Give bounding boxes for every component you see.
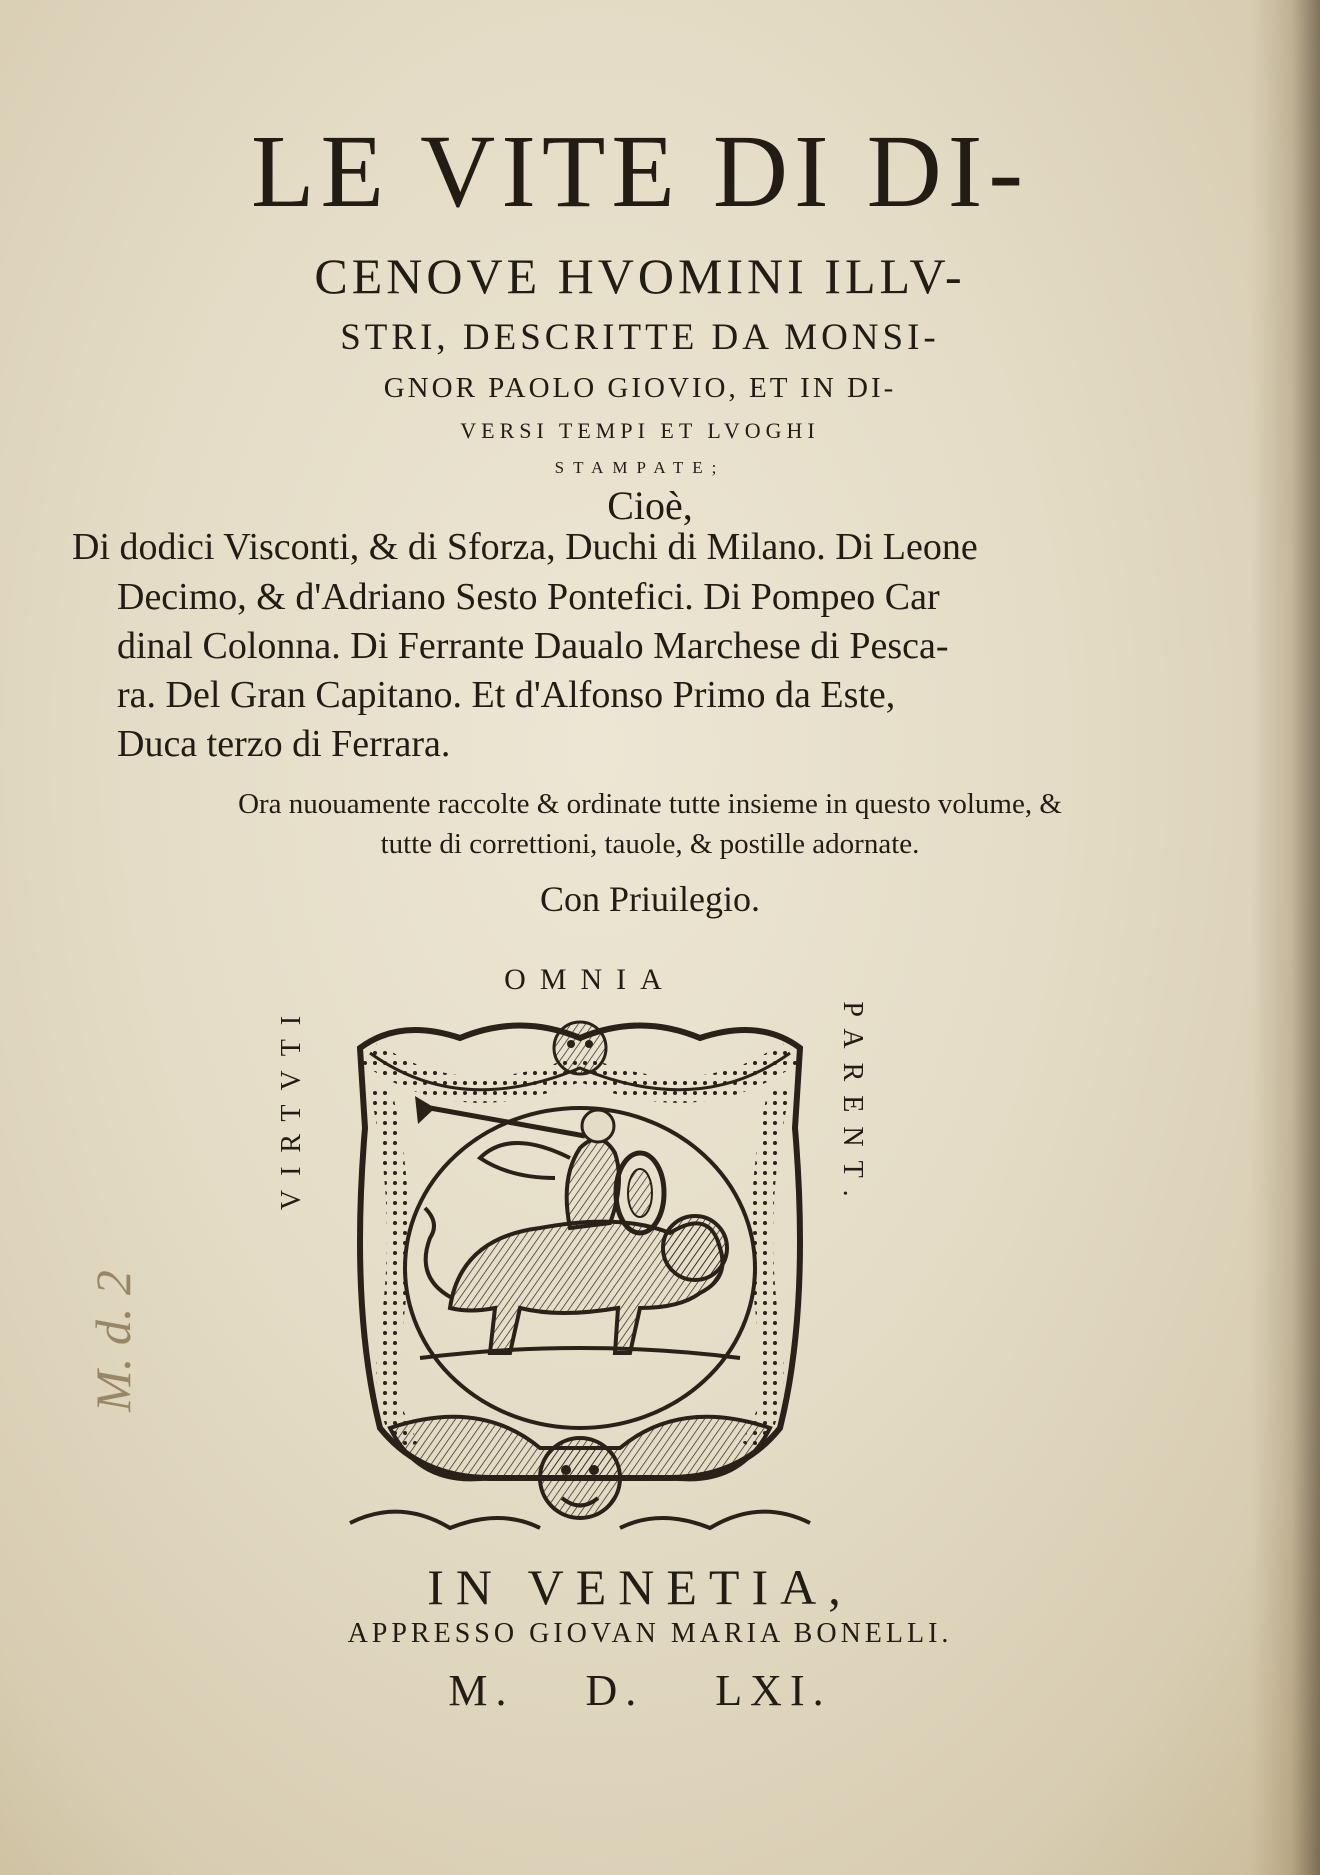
title-line-4: GNOR PAOLO GIOVIO, ET IN DI-: [383, 372, 897, 404]
contents-line-3: dinal Colonna. Di Ferrante Daualo Marchese di Pesca-: [117, 625, 949, 667]
title-line-6: STAMPATE;: [554, 458, 726, 477]
edition-note-line-1: Ora nuouamente raccolte & ordinate tutte insieme in questo volume, &: [238, 788, 1062, 820]
cioe-heading: Cioè,: [607, 483, 693, 528]
imprint-city: IN VENETIA,: [427, 1559, 853, 1615]
title-line-1: LE VITE DI DI-: [250, 114, 1030, 229]
imprint-year: [0, 1665, 1300, 1716]
imprint-printer: APPRESSO GIOVAN MARIA BONELLI.: [347, 1618, 953, 1649]
year-part-1: M.: [448, 1666, 515, 1715]
title-line-5: VERSI TEMPI ET LVOGHI: [460, 418, 820, 443]
motto-left: VIRTVTI: [276, 1001, 307, 1211]
year-part-3: LXI.: [715, 1666, 832, 1715]
contents-line-2: Decimo, & d'Adriano Sesto Pontefici. Di Pompeo Car: [117, 576, 940, 618]
pencil-shelfmark: M. d. 2: [84, 1270, 141, 1412]
year-part-2: D.: [585, 1666, 645, 1715]
title-line-3: STRI, DESCRITTE DA MONSI-: [340, 317, 940, 358]
contents-line-5: Duca terzo di Ferrara.: [117, 723, 451, 765]
contents-line-1: Di dodici Visconti, & di Sforza, Duchi di Milano. Di Leone: [72, 526, 978, 568]
edition-note-line-2: tutte di correttioni, tauole, & postille adornate.: [380, 828, 920, 860]
woodcut-fortune-on-lion-icon: [340, 1008, 820, 1540]
privilege-line: Con Priuilegio.: [539, 879, 760, 919]
motto-right: PARENT.: [837, 1001, 868, 1211]
contents-line-4: ra. Del Gran Capitano. Et d'Alfonso Primo da Este,: [117, 674, 896, 716]
title-line-2: CENOVE HVOMINI ILLV-: [314, 248, 966, 304]
motto-top: OMNIA: [504, 963, 676, 996]
